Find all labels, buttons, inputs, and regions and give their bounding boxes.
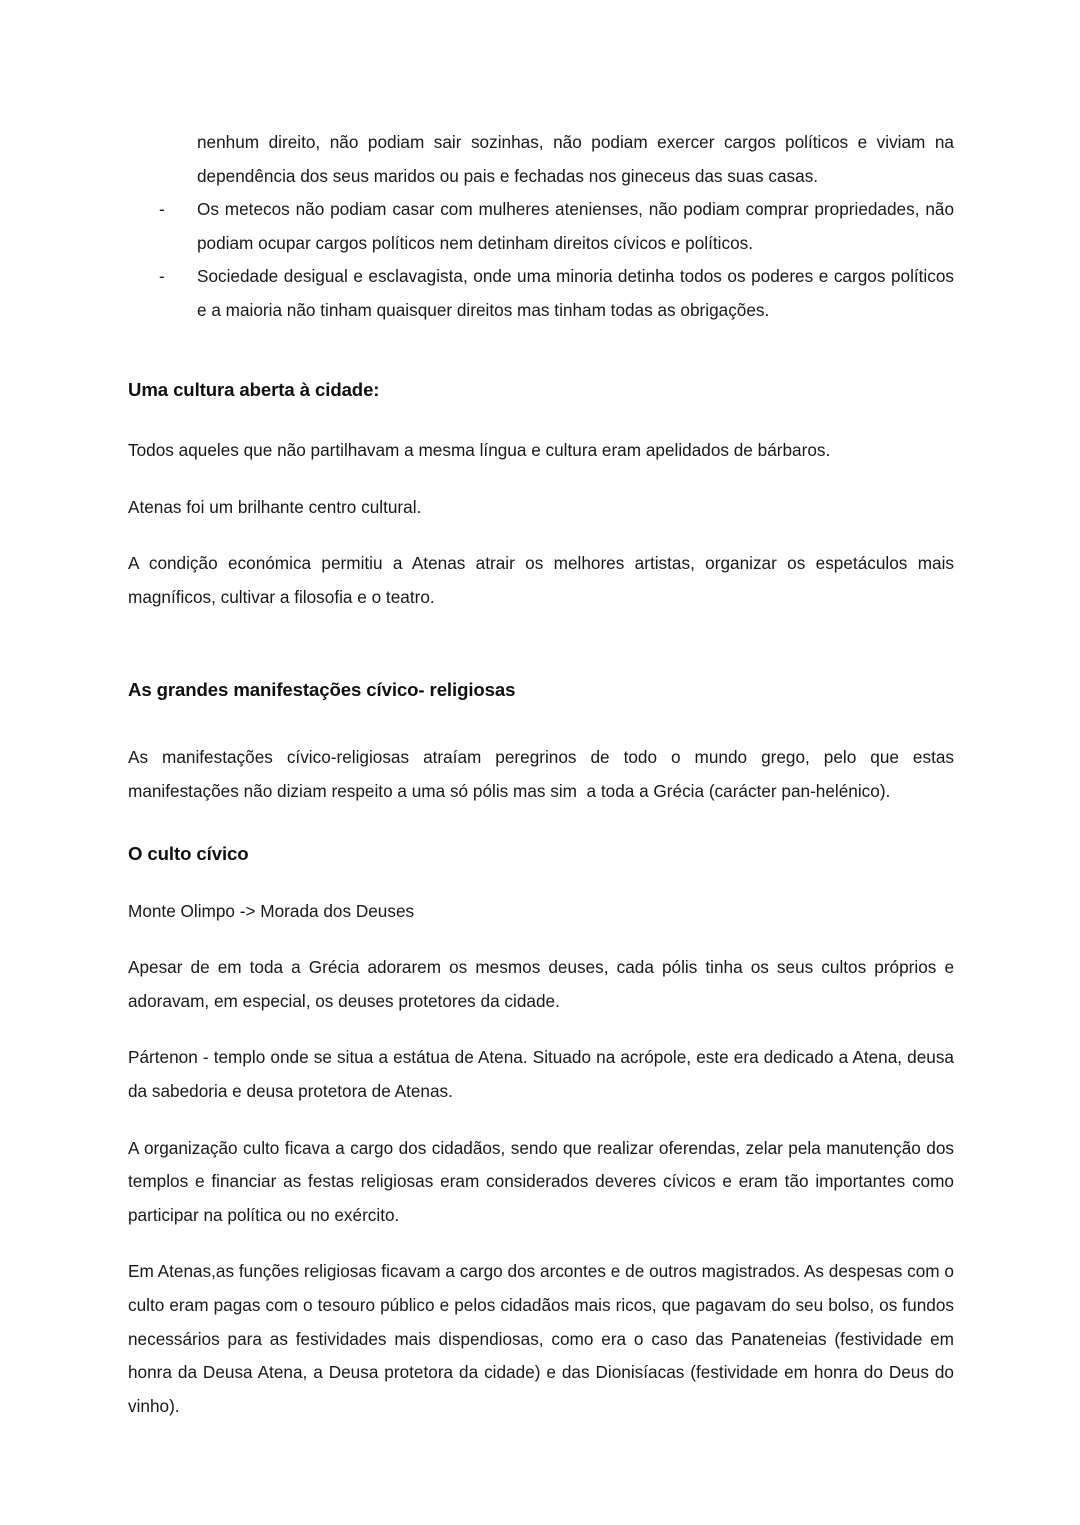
paragraph-cultos-proprios: Apesar de em toda a Grécia adorarem os mesmos deuses, cada pólis tinha os seus cultos próprios e adoravam, em especial, os deuses protetores da cidade. xyxy=(128,957,954,1011)
bullet-list xyxy=(128,126,954,327)
document-content xyxy=(128,126,959,1423)
paragraph-barbaros: Todos aqueles que não partilhavam a mesma língua e cultura eram apelidados de bárbaros. xyxy=(128,440,831,460)
list-item-label: Os metecos não podiam casar com mulheres atenienses, não podiam comprar propriedades, não podiam ocupar cargos políticos nem detinham direitos cívicos e políticos. xyxy=(197,199,954,253)
spacer xyxy=(128,928,954,951)
spacer xyxy=(128,1018,954,1041)
section-heading-manifestacoes: As grandes manifestações cívico- religiosas xyxy=(128,679,516,701)
dash-bullet-icon: - xyxy=(159,199,165,219)
spacer xyxy=(128,468,954,491)
list-item-label: Sociedade desigual e esclavagista, onde uma minoria detinha todos os poderes e cargos políticos e a maioria não tinham quaisquer direitos mas tinham todas as obrigações. xyxy=(197,266,954,320)
section-heading-culto-civico: O culto cívico xyxy=(128,842,249,864)
spacer xyxy=(128,403,954,434)
paragraph-funcoes-religiosas: Em Atenas,as funções religiosas ficavam a cargo dos arcontes e de outros magistrados. As despesas com o culto eram pagas com o tesouro público e pelos cidadãos mais ricos, que pagavam do seu bolso, os fundos necessários para as festividades mais dispendiosas, como era o caso das Panateneias (festividade em honra da Deusa Atena, a Deusa protetora da cidade) e das Dionisíacas (festividade em honra do Deus do vinho). xyxy=(128,1261,954,1416)
paragraph-centro-cultural: Atenas foi um brilhante centro cultural. xyxy=(128,496,422,517)
list-item xyxy=(159,260,954,327)
spacer xyxy=(128,1232,954,1255)
paragraph-organizacao-culto: A organização culto ficava a cargo dos cidadãos, sendo que realizar oferendas, zelar pela manutenção dos templos e financiar as festas religiosas eram considerados deveres cívicos e eram tão importantes como participar na política ou no exército. xyxy=(128,1137,954,1225)
list-item-continuation: nenhum direito, não podiam sair sozinhas, não podiam exercer cargos políticos e viviam na dependência dos seus maridos ou pais e fechadas nos gineceus das suas casas. xyxy=(197,132,954,186)
paragraph-monte-olimpo: Monte Olimpo -> Morada dos Deuses xyxy=(128,900,415,921)
paragraph-partenon: Pártenon - templo onde se situa a estátua de Atena. Situado na acrópole, este era dedicado a Atena, deusa da sabedoria e deusa protetora de Atenas. xyxy=(128,1047,954,1101)
spacer xyxy=(128,809,954,841)
paragraph-manifestacoes: As manifestações cívico-religiosas atraíam peregrinos de todo o mundo grego, pelo que estas manifestações não diziam respeito a uma só pólis mas sim a toda a Grécia (carácter pan-helénico). xyxy=(128,747,959,801)
dash-bullet-icon: - xyxy=(159,266,165,286)
list-item xyxy=(159,193,954,260)
spacer xyxy=(128,867,954,895)
spacer xyxy=(128,703,954,741)
spacer xyxy=(128,524,954,547)
paragraph-condicao-economica: A condição económica permitiu a Atenas atrair os melhores artistas, organizar os espetáculos mais magníficos, cultivar a filosofia e o teatro. xyxy=(128,553,954,607)
section-heading-cultura-aberta: Uma cultura aberta à cidade: xyxy=(128,379,380,400)
spacer xyxy=(128,1109,954,1132)
spacer xyxy=(128,327,954,377)
spacer xyxy=(128,614,954,677)
